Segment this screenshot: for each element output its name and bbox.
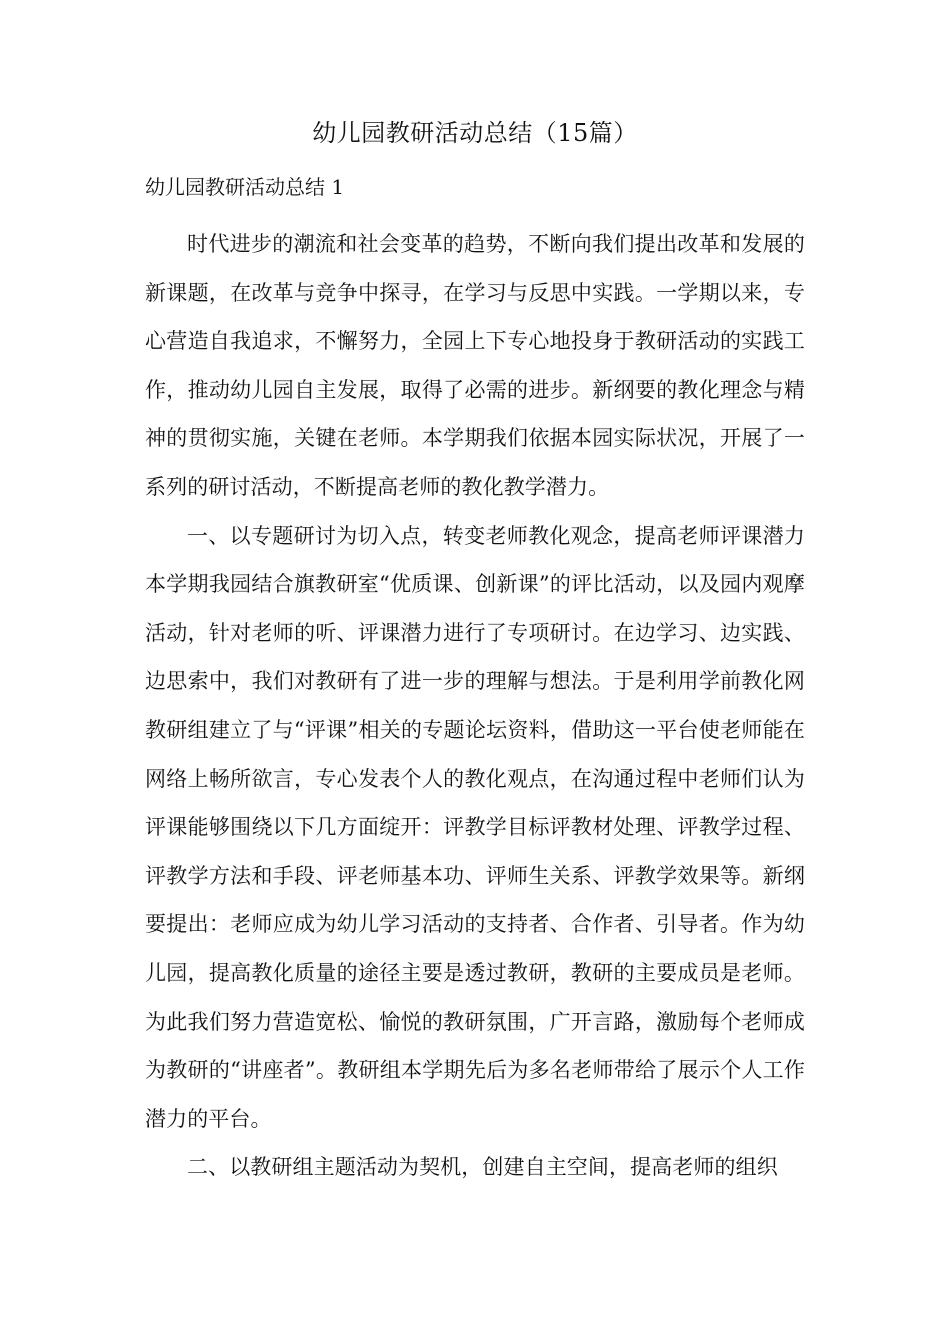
document-body: [145, 220, 805, 1192]
document-title: 幼儿园教研活动总结（15篇）: [312, 119, 638, 147]
paragraph-intro: 时代进步的潮流和社会变革的趋势，不断向我们提出改革和发展的新课题，在改革与竞争中探寻，在学习与反思中实践。一学期以来，专心营造自我追求，不懈努力，全园上下专心地投身于教研活动的实践工作，推动幼儿园自主发展，取得了必需的进步。新纲要的教化理念与精神的贯彻实施，关键在老师。本学期我们依据本园实际状况，开展了一系列的研讨活动，不断提高老师的教化教学潜力。: [145, 232, 805, 499]
section-heading: 幼儿园教研活动总结 1: [145, 175, 345, 199]
paragraph-section-one: 一、以专题研讨为切入点，转变老师教化观念，提高老师评课潜力本学期我园结合旗教研室“优质课、创新课”的评比活动，以及园内观摩活动，针对老师的听、评课潜力进行了专项研讨。在边学习、边实践、边思索中，我们对教研有了进一步的理解与想法。于是利用学前教化网教研组建立了与“评课”相关的专题论坛资料，借助这一平台使老师能在网络上畅所欲言，专心发表个人的教化观点，在沟通过程中老师们认为评课能够围绕以下几方面绽开：评教学目标评教材处理、评教学过程、评教学方法和手段、评老师基本功、评师生关系、评教学效果等。新纲要提出：老师应成为幼儿学习活动的支持者、合作者、引导者。作为幼儿园，提高教化质量的途径主要是透过教研，教研的主要成员是老师。为此我们努力营造宽松、愉悦的教研氛围，广开言路，激励每个老师成为教研的“讲座者”。教研组本学期先后为多名老师带给了展示个人工作潜力的平台。: [145, 523, 805, 1131]
paragraph-section-two: 二、以教研组主题活动为契机，创建自主空间，提高老师的组织: [187, 1155, 778, 1180]
